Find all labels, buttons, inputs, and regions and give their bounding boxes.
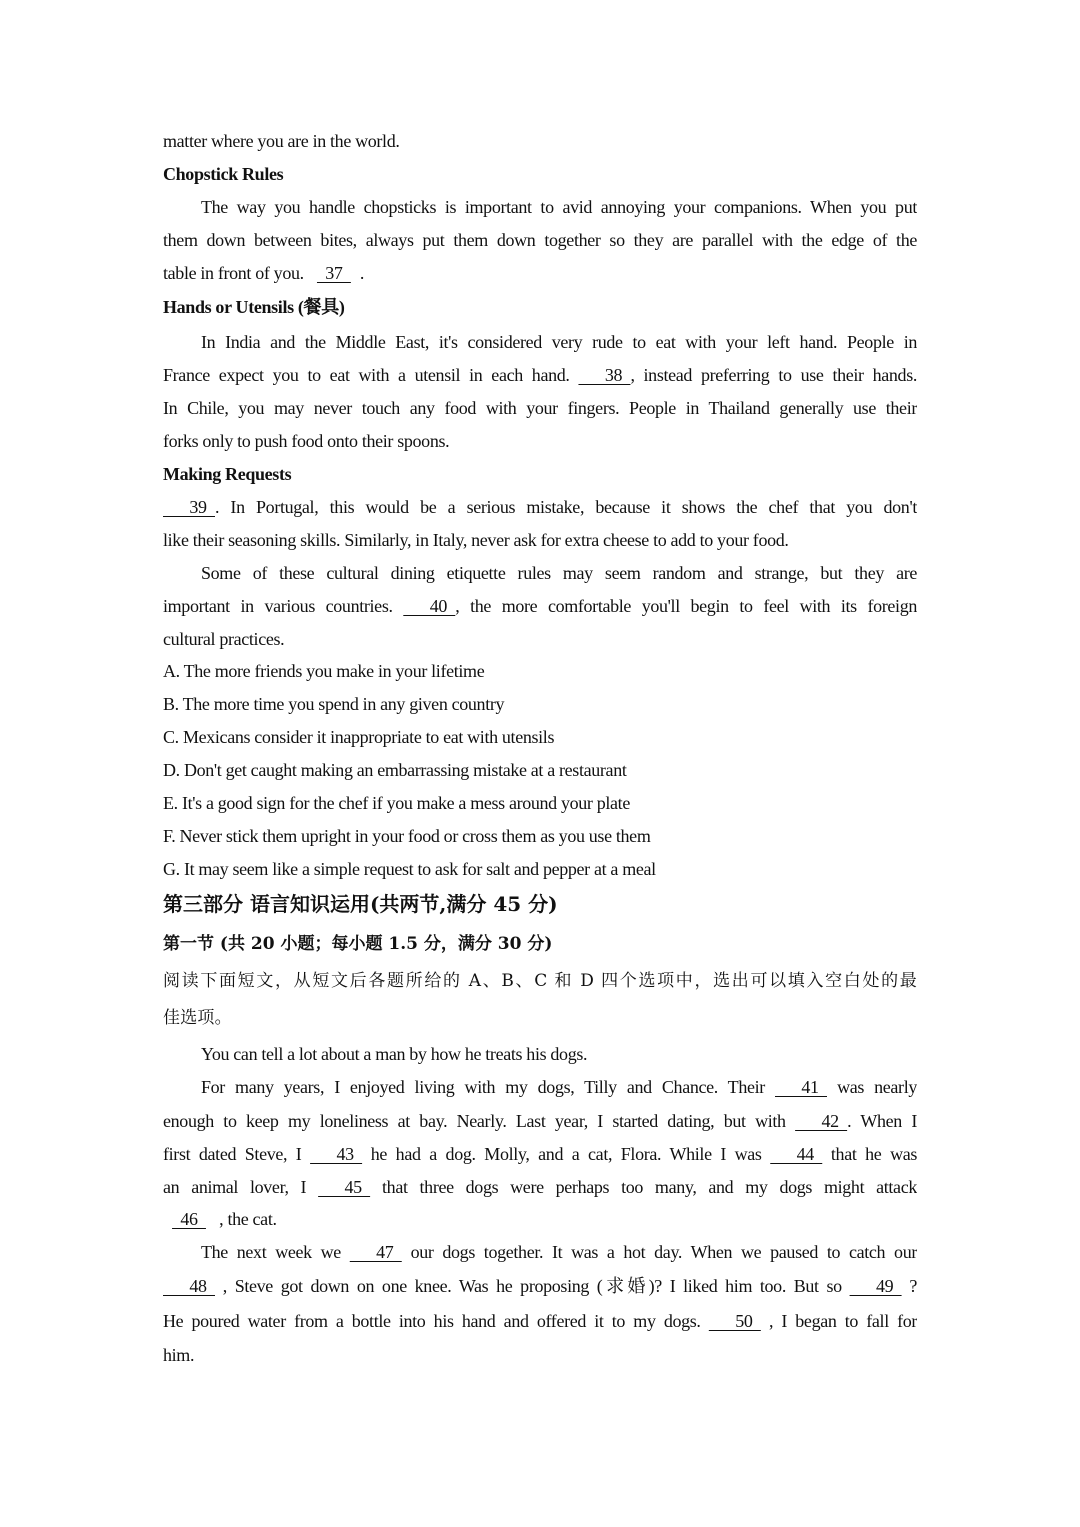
text-segment: , I began to fall for xyxy=(760,1311,917,1331)
text-segment: G. It may seem like a simple request to ask for salt and pepper at a meal xyxy=(163,859,656,879)
text-line xyxy=(163,1275,917,1297)
text-segment: In Chile, you may never touch any food with your fingers. People in Thailand generally use their xyxy=(163,398,917,418)
answer-blank[interactable]: 41 xyxy=(775,1077,827,1097)
text-line xyxy=(163,933,917,955)
text-segment: , instead preferring to use their hands. xyxy=(630,365,917,385)
text-segment: D. Don't get caught making an embarrassing mistake at a restaurant xyxy=(163,760,627,780)
text-line xyxy=(201,1043,917,1065)
text-segment: 佳选项。 xyxy=(163,1008,232,1028)
text-segment: first dated Steve, I xyxy=(163,1144,311,1164)
text-line xyxy=(163,970,917,992)
text-segment: him. xyxy=(163,1345,195,1365)
answer-blank[interactable]: 49 xyxy=(849,1276,902,1296)
answer-blank[interactable]: 37 xyxy=(316,263,351,283)
text-segment: enough to keep my loneliness at bay. Nearly. Last year, I started dating, but with xyxy=(163,1111,796,1131)
text-line xyxy=(163,1208,917,1230)
answer-blank[interactable]: 44 xyxy=(770,1144,823,1164)
text-line xyxy=(163,726,917,748)
text-line xyxy=(163,229,917,251)
text-segment: He poured water from a bottle into his hand and offered it to my dogs. xyxy=(163,1311,709,1331)
text-segment: Making Requests xyxy=(163,464,292,484)
text-line xyxy=(163,262,917,284)
text-segment: 第三部分 语言知识运用(共两节,满分 45 分) xyxy=(163,892,558,916)
text-segment: Some of these cultural dining etiquette rules may seem random and strange, but they are xyxy=(201,563,917,583)
text-segment: table in front of you. xyxy=(163,263,308,283)
text-segment: B. The more time you spend in any given country xyxy=(163,694,505,714)
answer-blank[interactable]: 48 xyxy=(163,1276,215,1296)
text-segment: 阅读下面短文，从短文后各题所给的 A、B、C 和 D 四个选项中，选出可以填入空白处的最 xyxy=(163,971,917,991)
text-line xyxy=(201,1241,917,1263)
text-segment: important in various countries. xyxy=(163,596,404,616)
answer-blank[interactable]: 46 xyxy=(172,1209,206,1229)
answer-blank[interactable]: 43 xyxy=(310,1144,363,1164)
text-line xyxy=(163,296,917,318)
text-line xyxy=(163,858,917,880)
text-segment: matter where you are in the world. xyxy=(163,131,400,151)
text-segment: , the more comfortable you'll begin to feel with its foreign xyxy=(455,596,917,616)
text-line xyxy=(201,196,917,218)
text-line xyxy=(163,660,917,682)
answer-blank[interactable]: 42 xyxy=(795,1111,848,1131)
text-line xyxy=(163,430,917,452)
answer-blank[interactable]: 40 xyxy=(403,596,456,616)
text-segment: cultural practices. xyxy=(163,629,285,649)
text-segment: In India and the Middle East, it's considered very rude to eat with your left hand. People in xyxy=(201,332,917,352)
text-line xyxy=(163,595,917,617)
text-line xyxy=(163,364,917,386)
answer-blank[interactable]: 45 xyxy=(318,1177,371,1197)
text-segment: he had a dog. Molly, and a cat, Flora. While I was xyxy=(362,1144,771,1164)
answer-blank[interactable]: 38 xyxy=(578,365,631,385)
text-segment: For many years, I enjoyed living with my dogs, Tilly and Chance. Their xyxy=(201,1077,775,1097)
text-line xyxy=(163,893,917,915)
text-line xyxy=(163,1110,917,1132)
text-segment: that three dogs were perhaps too many, and my dogs might attack xyxy=(370,1177,917,1197)
text-line xyxy=(163,825,917,847)
text-segment: 第一节 (共 20 小题；每小题 1.5 分，满分 30 分) xyxy=(163,934,553,954)
text-line xyxy=(163,1344,917,1366)
text-segment: . In Portugal, this would be a serious mistake, because it shows the chef that you don't xyxy=(215,497,917,517)
text-segment: The way you handle chopsticks is important to avid annoying your companions. When you put xyxy=(201,197,917,217)
text-segment: , the cat. xyxy=(215,1209,277,1229)
text-segment: France expect you to eat with a utensil in each hand. xyxy=(163,365,579,385)
text-segment: that he was xyxy=(822,1144,917,1164)
answer-blank[interactable]: 39 xyxy=(163,497,215,517)
text-line xyxy=(163,1176,917,1198)
text-segment: an animal lover, I xyxy=(163,1177,319,1197)
text-line xyxy=(163,496,917,518)
text-line xyxy=(163,1007,917,1029)
text-line xyxy=(201,562,917,584)
text-line xyxy=(163,397,917,419)
answer-blank[interactable]: 50 xyxy=(708,1311,761,1331)
text-segment: A. The more friends you make in your lifetime xyxy=(163,661,485,681)
text-segment: forks only to push food onto their spoons. xyxy=(163,431,450,451)
text-segment: them down between bites, always put them down together so they are parallel with the edge of the xyxy=(163,230,917,250)
text-segment: The next week we xyxy=(201,1242,350,1262)
text-segment: F. Never stick them upright in your food or cross them as you use them xyxy=(163,826,651,846)
text-segment: our dogs together. It was a hot day. When we paused to catch our xyxy=(401,1242,917,1262)
text-line xyxy=(163,693,917,715)
text-line xyxy=(163,759,917,781)
text-segment: C. Mexicans consider it inappropriate to eat with utensils xyxy=(163,727,555,747)
text-segment: E. It's a good sign for the chef if you make a mess around your plate xyxy=(163,793,630,813)
text-segment: , Steve got down on one knee. Was he proposing (求婚)? I liked him too. But so xyxy=(215,1276,850,1296)
answer-blank[interactable]: 47 xyxy=(349,1242,402,1262)
text-line xyxy=(163,130,917,152)
text-segment: Chopstick Rules xyxy=(163,164,284,184)
text-segment: ? xyxy=(901,1276,917,1296)
text-line xyxy=(163,163,917,185)
text-line xyxy=(163,1310,917,1332)
text-line xyxy=(163,792,917,814)
text-line xyxy=(163,529,917,551)
text-segment: . xyxy=(359,263,365,283)
text-segment: . When I xyxy=(847,1111,917,1131)
text-line xyxy=(201,1076,917,1098)
text-segment: like their seasoning skills. Similarly, in Italy, never ask for extra cheese to add to your food. xyxy=(163,530,789,550)
text-segment: was nearly xyxy=(827,1077,917,1097)
text-segment: You can tell a lot about a man by how he treats his dogs. xyxy=(201,1044,588,1064)
text-line xyxy=(163,628,917,650)
text-line xyxy=(163,463,917,485)
text-segment: Hands or Utensils (餐具) xyxy=(163,297,345,317)
text-line xyxy=(163,1143,917,1165)
text-line xyxy=(201,331,917,353)
